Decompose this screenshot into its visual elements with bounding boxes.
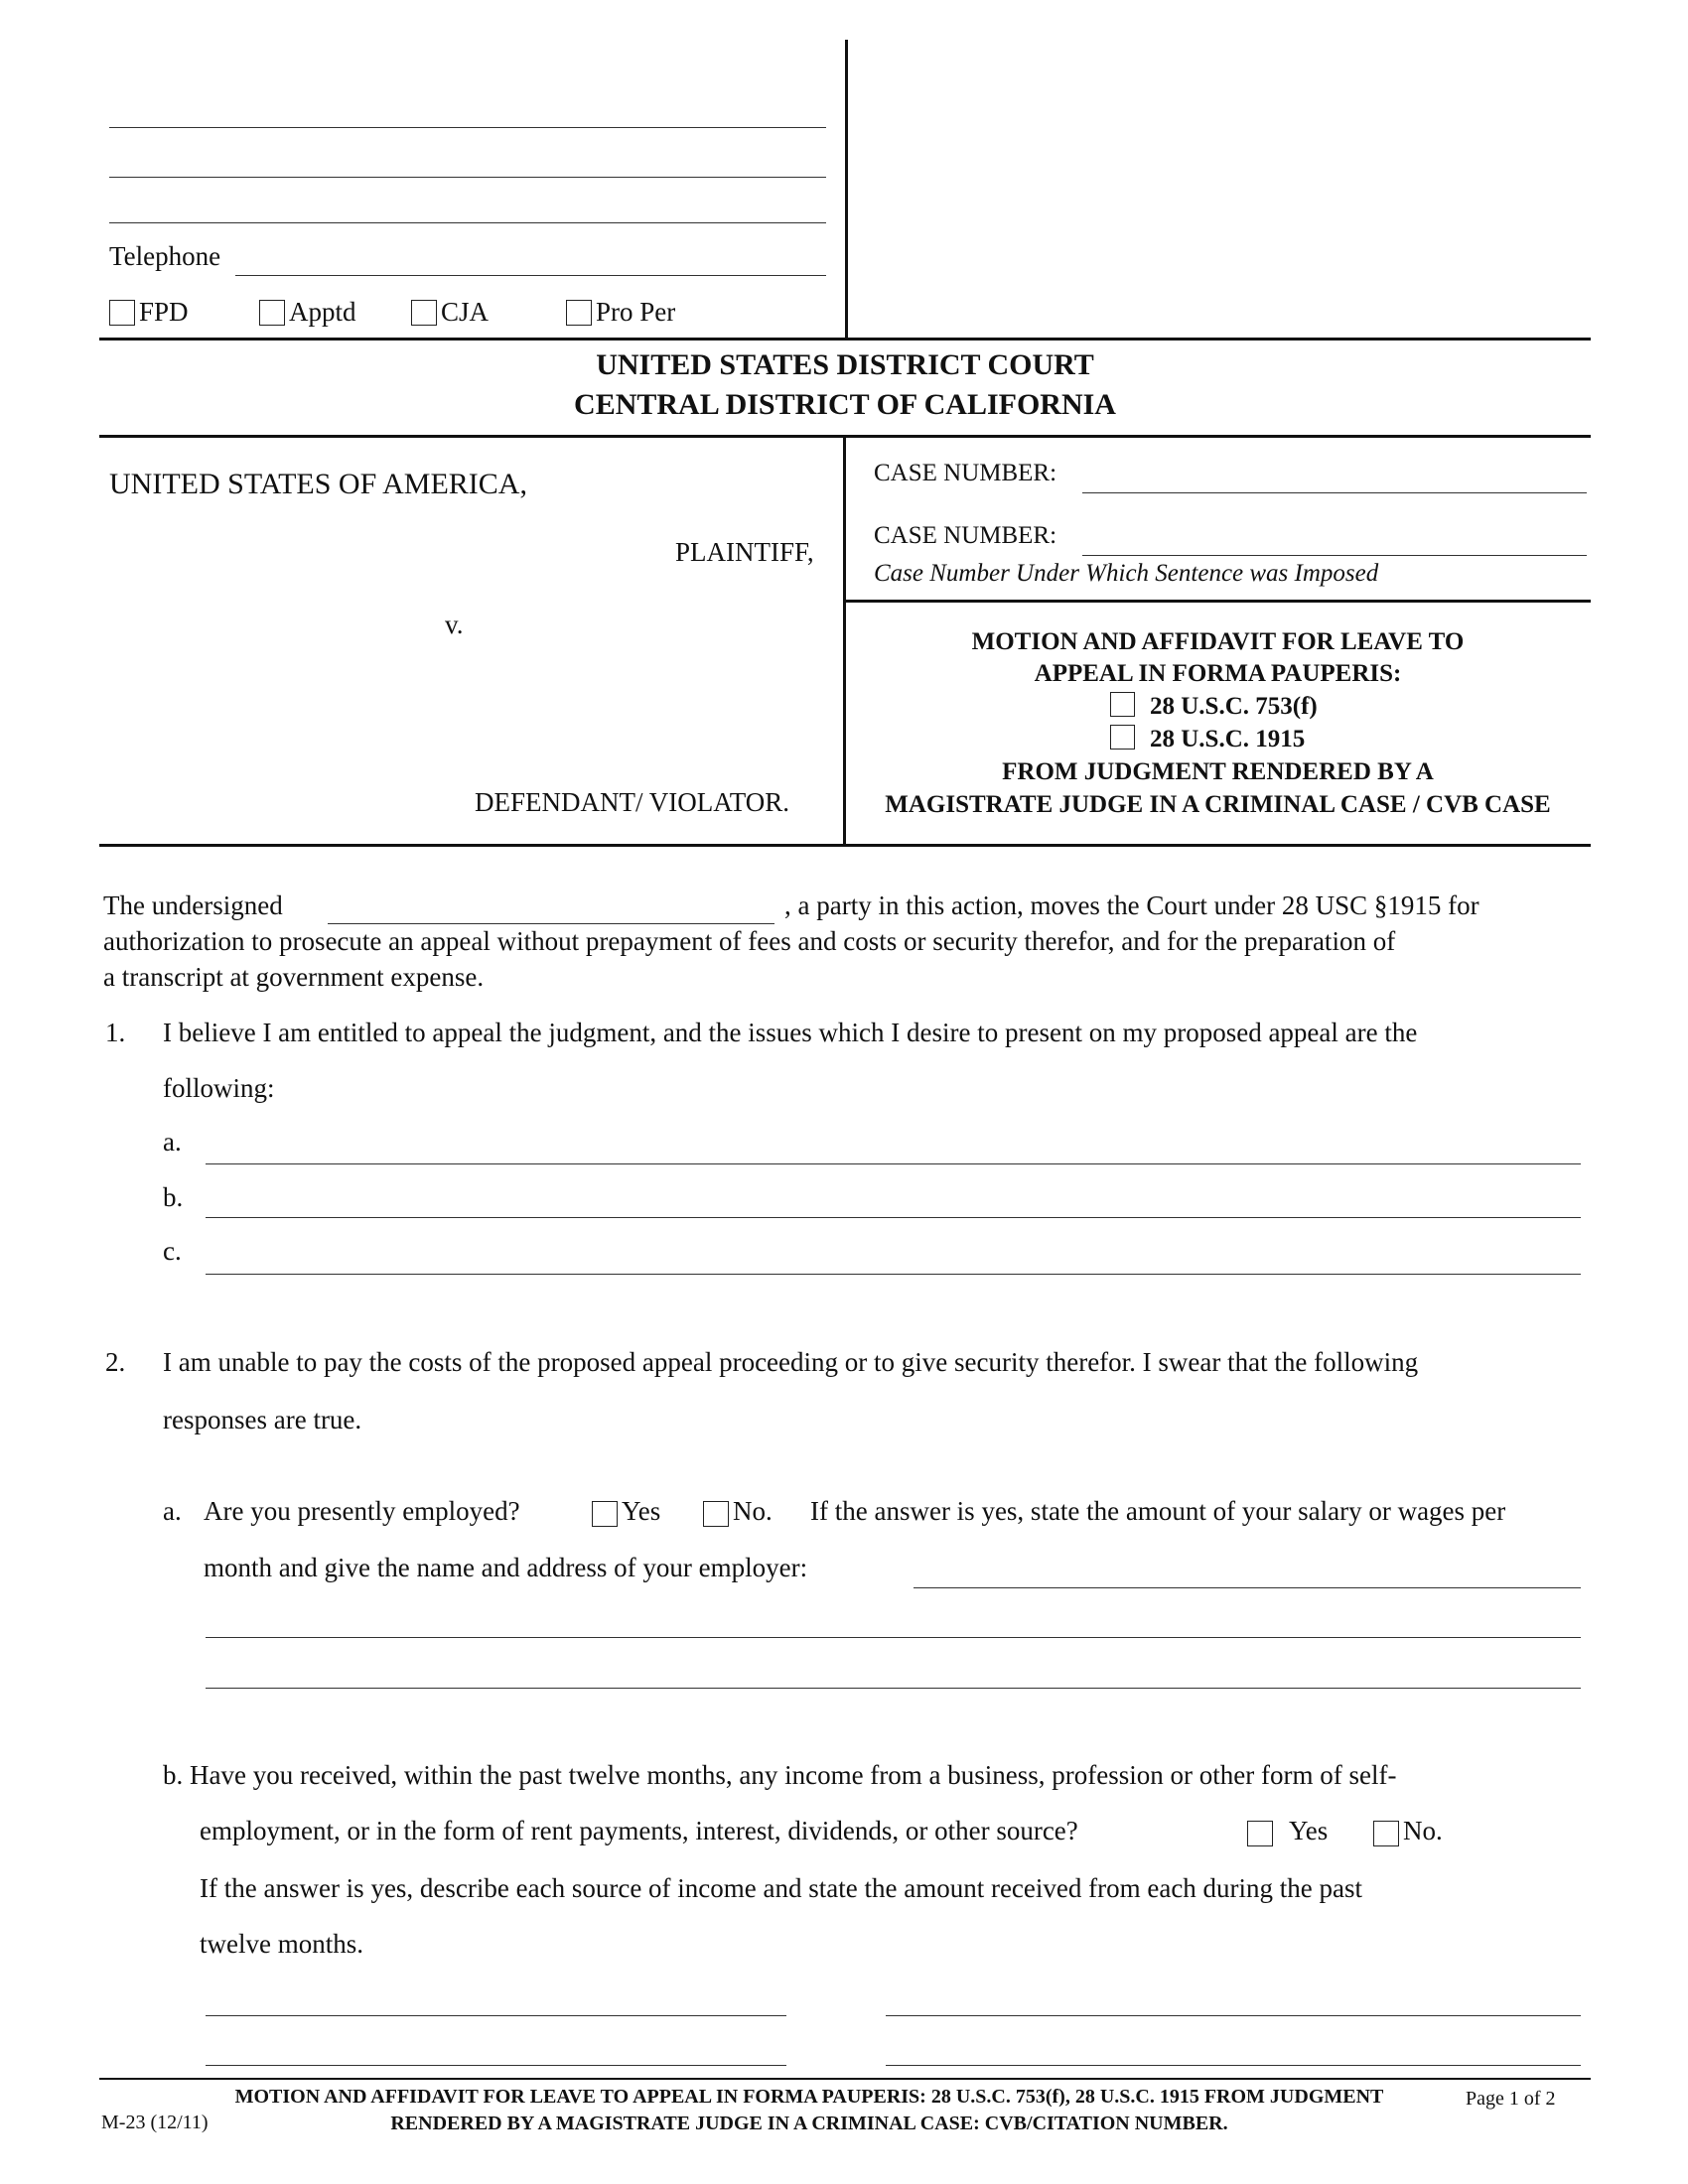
question-a-letter: a. [163, 1496, 182, 1526]
motion-title-line-1: MOTION AND AFFIDAVIT FOR LEAVE TO [971, 628, 1465, 655]
employer-field-3[interactable] [206, 1688, 1581, 1689]
employer-field-1[interactable] [914, 1587, 1581, 1588]
income-amount-field-right-1[interactable] [886, 2015, 1581, 2016]
issue-a-letter: a. [163, 1127, 182, 1157]
plaintiff-name: UNITED STATES OF AMERICA, [109, 468, 527, 500]
question-b-text-line-3: If the answer is yes, describe each source of income and state the amount received from each during the past [200, 1873, 1363, 1903]
apptd-checkbox[interactable] [259, 300, 285, 326]
motion-title-line-2: APPEAL IN FORMA PAUPERIS: [1034, 660, 1402, 687]
intro-text-line-2: authorization to prosecute an appeal without prepayment of fees and costs or security therefor, and for the preparation of [103, 926, 1396, 956]
case-number-note: Case Number Under Which Sentence was Imposed [874, 560, 1379, 587]
pro-per-label: Pro Per [596, 297, 676, 327]
issue-c-field[interactable] [206, 1274, 1581, 1275]
telephone-field[interactable] [235, 275, 826, 276]
usc-753f-checkbox[interactable] [1110, 692, 1135, 717]
income-amount-field-right-2[interactable] [886, 2065, 1581, 2066]
title-box-rule [843, 600, 1591, 603]
question-b-text: b. Have you received, within the past twelve months, any income from a business, profession or other form of self- [163, 1760, 1397, 1790]
issue-b-letter: b. [163, 1182, 184, 1212]
pro-per-checkbox[interactable] [566, 300, 592, 326]
page-number: Page 1 of 2 [1466, 2088, 1556, 2110]
issue-b-field[interactable] [206, 1217, 1581, 1218]
income-no-label: No. [1403, 1816, 1443, 1845]
income-yes-label: Yes [1289, 1816, 1329, 1845]
court-district: CENTRAL DISTRICT OF CALIFORNIA [574, 388, 1116, 421]
cja-label: CJA [441, 297, 490, 327]
item-2-text-line-2: responses are true. [163, 1405, 362, 1434]
cja-checkbox[interactable] [411, 300, 437, 326]
income-source-field-left-1[interactable] [206, 2015, 786, 2016]
footer-title-line-1: MOTION AND AFFIDAVIT FOR LEAVE TO APPEAL IN FORMA PAUPERIS: 28 U.S.C. 753(f), 28 U.S.C. 1915 FROM JUDGMENT [234, 2086, 1384, 2108]
item-1-number: 1. [105, 1018, 126, 1047]
attorney-name-line[interactable] [109, 127, 826, 128]
income-yes-checkbox[interactable] [1247, 1821, 1273, 1846]
question-b-text-line-2: employment, or in the form of rent payments, interest, dividends, or other source? [200, 1816, 1078, 1845]
attorney-address-line-2[interactable] [109, 222, 826, 223]
intro-text-line-3: a transcript at government expense. [103, 962, 485, 992]
undersigned-name-field[interactable] [328, 923, 774, 924]
case-number-label-1: CASE NUMBER: [874, 460, 1057, 486]
fpd-checkbox[interactable] [109, 300, 135, 326]
usc-753f-label: 28 U.S.C. 753(f) [1150, 693, 1318, 720]
footer-rule [99, 2078, 1591, 2080]
income-no-checkbox[interactable] [1373, 1821, 1399, 1846]
intro-text-continued: , a party in this action, moves the Court under 28 USC §1915 for [784, 890, 1479, 920]
item-2-number: 2. [105, 1347, 126, 1377]
motion-title-line-3: FROM JUDGMENT RENDERED BY A [1002, 758, 1434, 785]
intro-text-start: The undersigned [103, 890, 283, 920]
employer-field-2[interactable] [206, 1637, 1581, 1638]
versus-label: v. [445, 610, 464, 639]
income-source-field-left-2[interactable] [206, 2065, 786, 2066]
employed-no-label: No. [733, 1496, 773, 1526]
usc-1915-label: 28 U.S.C. 1915 [1150, 726, 1306, 752]
employed-yes-checkbox[interactable] [592, 1501, 618, 1527]
fpd-label: FPD [139, 297, 189, 327]
court-name: UNITED STATES DISTRICT COURT [596, 348, 1094, 381]
usc-1915-checkbox[interactable] [1110, 725, 1135, 750]
question-b-text-line-4: twelve months. [200, 1929, 363, 1959]
case-number-label-2: CASE NUMBER: [874, 522, 1057, 549]
footer-title-line-2: RENDERED BY A MAGISTRATE JUDGE IN A CRIMINAL CASE: CVB/CITATION NUMBER. [390, 2113, 1228, 2134]
telephone-label: Telephone [109, 241, 221, 271]
question-a-text: Are you presently employed? [204, 1496, 520, 1526]
employed-yes-label: Yes [622, 1496, 661, 1526]
item-1-text-line-2: following: [163, 1073, 275, 1103]
court-top-rule [99, 338, 1591, 341]
header-divider [845, 40, 848, 338]
issue-a-field[interactable] [206, 1163, 1581, 1164]
case-number-field-2[interactable] [1082, 555, 1587, 556]
issue-c-letter: c. [163, 1236, 182, 1266]
caption-bottom-rule [99, 844, 1591, 847]
motion-title-line-4: MAGISTRATE JUDGE IN A CRIMINAL CASE / CVB CASE [885, 791, 1551, 818]
question-a-text-line-2: month and give the name and address of your employer: [204, 1553, 808, 1582]
plaintiff-label: PLAINTIFF, [675, 537, 814, 567]
case-number-field-1[interactable] [1082, 492, 1587, 493]
item-2-text: I am unable to pay the costs of the proposed appeal proceeding or to give security therefor. I swear that the following [163, 1347, 1419, 1377]
employed-no-checkbox[interactable] [703, 1501, 729, 1527]
form-id: M-23 (12/11) [101, 2112, 209, 2133]
attorney-address-line-1[interactable] [109, 177, 826, 178]
defendant-label: DEFENDANT/ VIOLATOR. [475, 787, 789, 817]
item-1-text: I believe I am entitled to appeal the judgment, and the issues which I desire to present on my proposed appeal are the [163, 1018, 1418, 1047]
question-a-text-continued: If the answer is yes, state the amount of your salary or wages per [810, 1496, 1506, 1526]
apptd-label: Apptd [289, 297, 356, 327]
